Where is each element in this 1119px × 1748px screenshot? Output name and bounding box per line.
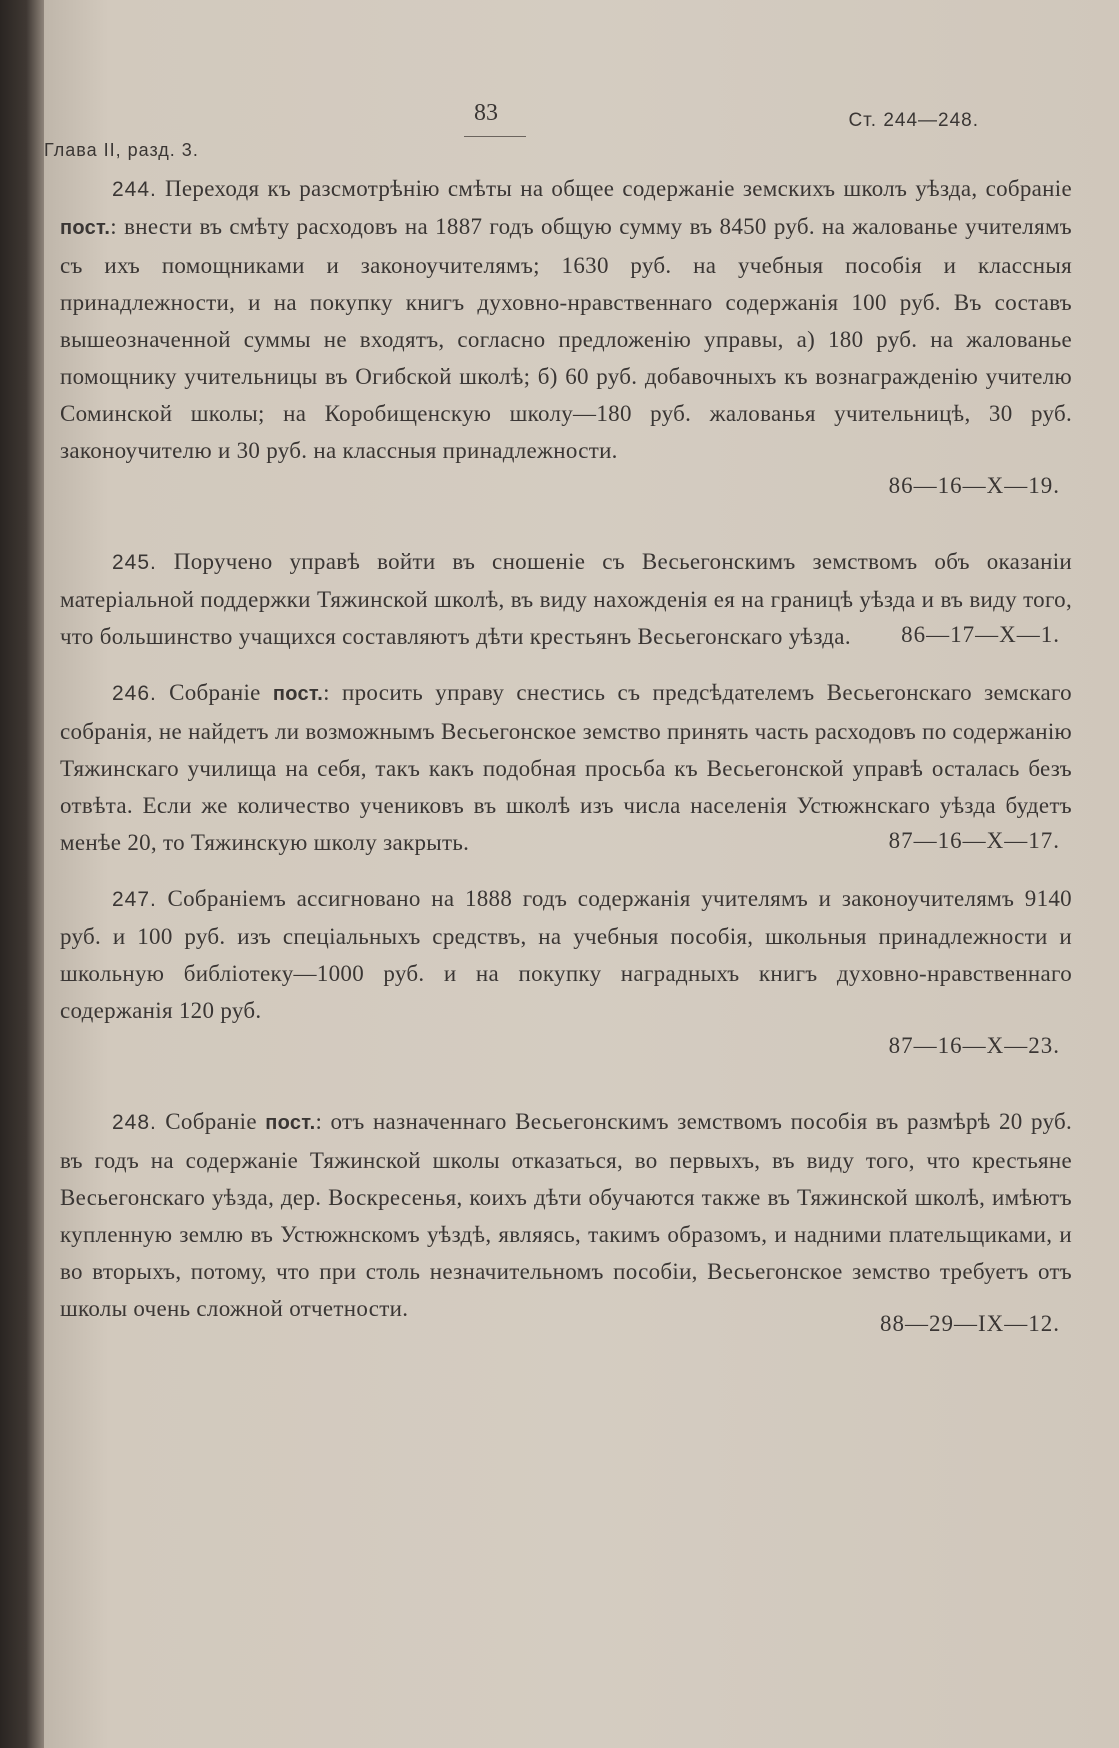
article-text: : внести въ смѣту расходовъ на 1887 годъ общую сумму въ 8450 руб. на жалованье учителямъ съ ихъ помощниками и законоучителямъ; 1630 руб. на учебныя пособія и классныя принадлежности, и на покупку книгъ духовно-нравственнаго содержанія 100 руб. Въ составъ вышеозначенной суммы не входятъ, согласно предложенію управы, а) 180 руб. на жалованье помощнику учительницы въ Огибской школѣ; б) 60 руб. добавочныхъ къ вознагражденію учителю Соминской школы; на Коробищенскую школу—180 руб. жалованья учительницѣ, 30 руб. законоучителю и 30 руб. на классныя принадлежности. xyxy=(60,214,1072,463)
article-text-start: Собраніе xyxy=(165,1109,257,1134)
chapter-heading: Глава II, разд. 3. xyxy=(44,140,199,160)
article-text-start: Собраніе xyxy=(169,680,261,705)
post-abbrev: пост. xyxy=(265,1112,316,1134)
page-number-rule xyxy=(464,136,526,137)
article-text: : отъ назначеннаго Весьегонскимъ земствомъ пособія въ размѣрѣ 20 руб. въ годъ на содержаніе Тяжинской школы отказаться, во первыхъ, въ виду того, что крестьяне Весьегонскаго уѣзда, дер. Воскресенья, коихъ дѣти обучаются также въ Тяжинской школѣ, имѣютъ купленную землю въ Устюжнскомъ уѣздѣ, являясь, такимъ образомъ, и надними плательщиками, и во вторыхъ, потому, что при столь незначительномъ пособіи, Весьегонское земство требуетъ отъ школы очень сложной отчетности. xyxy=(60,1109,1072,1321)
document-body xyxy=(60,170,1072,1341)
article-247 xyxy=(60,880,1072,1063)
article-reference: 87—16—X—17. xyxy=(888,828,1060,853)
article-number: 248. xyxy=(112,1111,157,1134)
article-number: 244. xyxy=(112,178,157,201)
post-abbrev: пост. xyxy=(272,683,324,705)
article-reference: 88—29—IX—12. xyxy=(879,1311,1060,1336)
article-range: Ст. 244—248. xyxy=(848,110,979,131)
article-reference: 87—16—X—23. xyxy=(888,1033,1060,1058)
article-text: Поручено управѣ войти въ сношеніе съ Весьегонскимъ земствомъ объ оказаніи матеріальной поддержки Тяжинской школѣ, въ виду нахожденія ея на границѣ уѣзда и въ виду того, что большинство учащихся составляютъ дѣти крестьянъ Весьегонскаго уѣзда. xyxy=(60,549,1072,649)
article-number: 245. xyxy=(112,551,157,574)
article-reference: 86—16—X—19. xyxy=(888,473,1060,498)
book-binding-shadow xyxy=(0,0,44,1748)
article-248 xyxy=(60,1103,1072,1341)
article-245 xyxy=(60,543,1072,652)
article-244 xyxy=(60,170,1072,503)
post-abbrev: пост. xyxy=(60,217,111,239)
article-reference: 86—17—X—1. xyxy=(901,622,1060,647)
page-header xyxy=(44,100,1119,160)
article-text: : просить управу снестись съ предсѣдателемъ Весьегонскаго земскаго собранія, не найдетъ ли возможнымъ Весьегонское земство принять часть расходовъ по содержанію Тяжинскаго училища на себя, такъ какъ подобная просьба къ Весьегонской управѣ осталась безъ отвѣта. Если же количество учениковъ въ школѣ изъ числа населенія Устюжнскаго уѣзда будетъ менѣе 20, то Тяжинскую школу закрыть. xyxy=(60,680,1072,855)
article-246 xyxy=(60,674,1072,858)
article-text-start: Переходя къ разсмотрѣнію смѣты на общее содержаніе земскихъ школъ уѣзда, собраніе xyxy=(164,176,1072,201)
article-number: 246. xyxy=(112,682,157,705)
article-text: Собраніемъ ассигновано на 1888 годъ содержанія учителямъ и законоучителямъ 9140 руб. и 100 руб. изъ спеціальныхъ средствъ, на учебныя пособія, школьныя принадлежности и школьную библіотеку—1000 руб. и на покупку наградныхъ книгъ духовно-нравственнаго содержанія 120 руб. xyxy=(60,886,1072,1023)
page-number: 83 xyxy=(474,100,498,126)
article-number: 247. xyxy=(112,888,157,911)
document-page xyxy=(44,0,1119,1748)
